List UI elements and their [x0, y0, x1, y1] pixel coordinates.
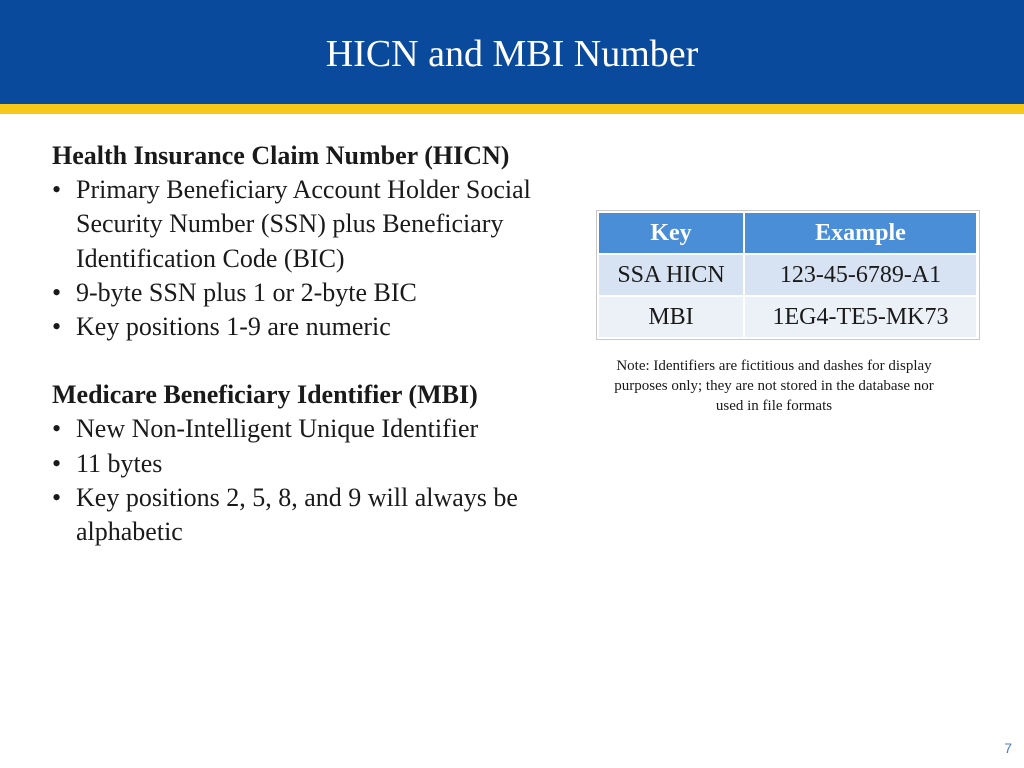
hicn-bullet: • 9-byte SSN plus 1 or 2-byte BIC [52, 276, 572, 310]
mbi-bullet-list [52, 412, 572, 549]
table-note: Note: Identifiers are fictitious and dashes for display purposes only; they are not stored in the database nor used in file formats [614, 358, 934, 414]
table-header-row [598, 212, 977, 254]
mbi-heading: Medicare Beneficiary Identifier (MBI) [52, 380, 478, 410]
slide-title: HICN and MBI Number [325, 33, 699, 75]
table-cell-example: 1EG4-TE5-MK73 [744, 296, 977, 338]
hicn-bullet: • Key positions 1-9 are numeric [52, 310, 572, 344]
identifier-table [597, 211, 978, 339]
mbi-bullet: • New Non-Intelligent Unique Identifier [52, 412, 572, 446]
title-accent-rule [0, 104, 1024, 114]
mbi-bullet: • Key positions 2, 5, 8, and 9 will always be alphabetic [52, 481, 572, 549]
table-row [598, 296, 977, 338]
page-number: 7 [1004, 740, 1012, 756]
hicn-bullet: • Primary Beneficiary Account Holder Social Security Number (SSN) plus Beneficiary Identification Code (BIC) [52, 173, 572, 276]
table-row [598, 254, 977, 296]
hicn-bullet-list [52, 173, 572, 344]
content-column [52, 139, 572, 549]
table-cell-example: 123-45-6789-A1 [744, 254, 977, 296]
table-cell-key: MBI [598, 296, 744, 338]
table-cell-key: SSA HICN [598, 254, 744, 296]
table-header-key: Key [598, 212, 744, 254]
section-spacer [52, 344, 572, 378]
hicn-heading: Health Insurance Claim Number (HICN) [52, 141, 510, 170]
mbi-bullet: • 11 bytes [52, 447, 572, 481]
table-header-example: Example [744, 212, 977, 254]
